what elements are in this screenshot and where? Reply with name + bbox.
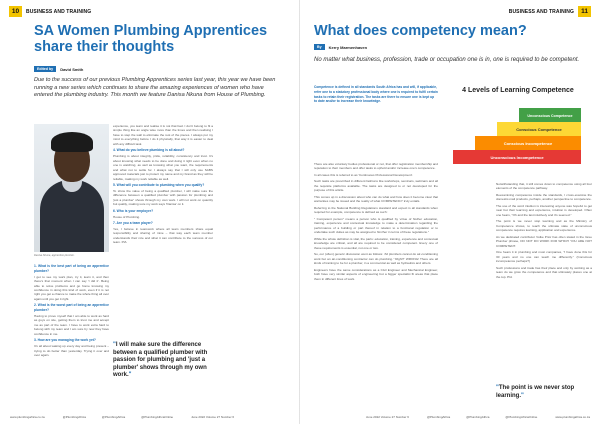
body-column-2: [113, 124, 213, 247]
body-paragraph: I get to see my work plan, try it, learn it, and then there's that moment when I can say 'I did it'. Being able to solve problems and go home knowing my confidence in doing this kind of work, even if it is not right you get a chance to make the whole thing all over again until you get it right.: [34, 274, 109, 301]
photo-caption: Danisa Nkuna, apprentice plumber.: [34, 254, 75, 257]
body-paragraph: Such professions and trade has their place and only by working as a team do we grow the competence and that ultimately places one at the top. PIA: [496, 265, 592, 279]
body-paragraph: Engineers have the same considerations as a Civil Engineer and Mechanical Engineer, both have very similar aspects of engineering but a bigger specialist fit areas that place them in different lines of work.: [314, 267, 438, 281]
body-paragraph: So, our (often) generic discussion went as follows: 'All plumbers cannot do air-conditioning work but an air-conditioning contractor can do plumbing.' 'Right?' WRONG! There are all kinds of training to be for a plumber, in a commercial as well as hydraulics and others.: [314, 252, 438, 266]
section-label: BUSINESS AND TRAINING: [508, 8, 574, 15]
body-column-1: [34, 262, 109, 360]
pull-quote-text: The point is we never stop learning.: [496, 385, 575, 399]
article-intro: Due to the success of our previous Plumbing Apprentices series last year, this year we have been running a new series which continues to share the amazing experiences of women who have entered the plumbing industry. This month we feature Danisa Nkuna from House of Plumbing.: [34, 77, 276, 99]
pull-quote: "The point is we never stop learning.": [496, 385, 575, 399]
byline: [314, 44, 367, 50]
body-paragraph: Having to prove myself that I am able to work as hard as guys on site, getting them to trust me and accept me as part of the team. I have to work extra hard to belong with my team and I am sure by now they have confidence in me.: [34, 313, 109, 336]
question-heading: 2. What is the worst part of being an apprentice plumber?: [34, 303, 109, 313]
body-column-2: [496, 182, 592, 281]
footer-site: www.plumbingafrica.co.za: [555, 415, 590, 419]
right-header: [505, 6, 591, 17]
byline-tag: By: [314, 44, 325, 50]
body-paragraph: In all cases this is referred to as 'Continuous Professional Development'.: [314, 172, 414, 177]
body-paragraph: There are also voluntary bodies professional or not, that offer registration membership and reputation to their members and offer tasks to uphold and/or increase one's competence.: [314, 162, 438, 171]
body-paragraph: This comes up in a discussion about who can do what and how does it become clear that warranties may be issued and the reality of what COMPETENCY truly entails.: [314, 194, 438, 204]
portrait-photo: [34, 124, 109, 252]
footer-social-2: @PlumbingAfrica: [101, 415, 126, 419]
footer-social-1: @PlumbingAfrica: [426, 415, 451, 419]
question-heading: 5. What will you contribute to plumbing when you qualify?: [113, 183, 205, 188]
body-paragraph: One hears it in plumbing and most companies, "I have done this for 30 years and no one can teach me differently." (Conscious incompetence perhaps?): [496, 250, 592, 264]
byline-tag: Edited by: [34, 66, 56, 72]
question-heading: 6. Who is your employer?: [113, 208, 154, 213]
author-name: Kerry Marmenhaven: [328, 44, 368, 50]
body-paragraph: " Competent person" means a person who is qualified by virtue of his/her education, training, experience and contextual knowledge to make a determination regarding the performance of a building or part thereof in relation to a functional regulation or to undertake such duties as may be assigned to him/her in terms of these regulations.": [314, 216, 438, 235]
level-label-4: Unconscious Incompetence: [490, 155, 544, 160]
body-paragraph: While the whole definition is vital, the parts: education, training, experience and contextual knowledge are critical, and all are required to be considered competent. Every one of these requirements is essential, not one or two.: [314, 236, 438, 250]
footer-social-1: @PlumbingAfrica: [62, 415, 86, 419]
body-paragraph: Plumbing is about integrity, pride, reliability, consistency and trust. It's about knowing what needs to be done and doing it right even when no one is watching, as well as knowing what you want, the requirements and what not to settle for. I always say that I will only use SABS approved materials just to protect my name and my brand as they will be reliable, making my work reliable as well.: [113, 154, 213, 181]
section-label: BUSINESS AND TRAINING: [26, 8, 92, 15]
article-intro: No matter what business, profession, trade or occupation one is in, one is required to be competent.: [314, 57, 580, 63]
staircase-graphic: [445, 94, 591, 174]
footer-social-3: @PlumbingAfricaOnline: [505, 415, 538, 419]
article-title: SA Women Plumbing Apprentices share their thoughts: [34, 23, 268, 55]
diagram-title: 4 Levels of Learning Competence: [462, 87, 574, 94]
right-footer: [366, 415, 590, 419]
question-heading: 7. Are you a team player?: [113, 221, 153, 226]
footer-issue: June 2022 Volume 27 Number 6: [365, 415, 409, 419]
body-paragraph: Referring to the National Building Regulations standard and expect is all standards when required for example, competence is defined as such:: [314, 205, 438, 215]
body-paragraph: It's all about waking up every day and being present – trying to do better than yesterday. Trying it over and over again.: [34, 344, 109, 358]
question-heading: 4. What do you believe plumbing is all about?: [113, 148, 185, 153]
footer-site: www.plumbingafrica.co.za: [10, 415, 45, 419]
level-label-3: Conscious Incompetence: [503, 141, 553, 146]
article-title: What does competency mean?: [314, 23, 527, 39]
page-number: 10: [9, 6, 22, 17]
left-header: [9, 6, 95, 17]
pull-quote: "I will make sure the difference between a qualified plumber with passion for plumbing and 'just a plumber' shows through my own work.": [113, 342, 208, 378]
body-paragraph: Notwithstanding that, it still comes down to competence using all four elements of the competence pathway.: [496, 182, 592, 191]
question-heading: 3. How are you managing the work yet?: [34, 338, 96, 343]
level-label-2: Conscious Competence: [516, 127, 562, 132]
body-paragraph: Yes, I believe in teamwork where all team members share equal responsibility and sharing of mine – that way each team member understands their role and what it can contribute to the success of our team. PIA: [113, 226, 213, 245]
body-paragraph: Such tasks are prescribed in different fashions like workshops, seminars, webinars and all the requisite platforms available. The tasks are designed to or not developed for the purpose of this article.: [314, 179, 438, 193]
highlight-callout: Competence is defined in all standards South Africa has and will, if applicable, refer one to a statutory professional body where one is required to fulfil certain tasks to retain their registration. The tasks are there to ensure one is kept up to date and/or to increase their knowledge.: [314, 85, 438, 104]
body-paragraph: The use of the word intuition is interesting anyone was hopeful to get near but their learning and experience, intuition is developed. Often one hears, "Oh and the last intuitively and it's seemed.": [496, 203, 592, 217]
body-paragraph: House of Plumbing.: [113, 214, 140, 219]
question-heading: 1. What is the best part of being an apprentice plumber?: [34, 264, 109, 273]
footer-social-3: @PlumbingAfricaOnline: [141, 415, 174, 419]
body-paragraph: Reexamining competence inside the standards, I cross-examine the domestic-mail products, perhaps, another perspective to competence.: [496, 192, 592, 202]
footer-issue: June 2022 Volume 27 Number 6: [191, 415, 235, 419]
byline: [34, 66, 83, 72]
competence-diagram: [445, 85, 591, 177]
footer-social-2: @PlumbingAfrica: [466, 415, 490, 419]
level-label-1: Unconscious Competence: [527, 114, 573, 118]
left-footer: [10, 415, 234, 419]
body-paragraph: As we dedicated contributor Volke Prior has often stated in the Gree Plumber phrase, DO NOT DO WORK FOR WHICH YOU ARE NOT COMPETENT.: [496, 234, 592, 248]
body-paragraph: experience, you learn and realise it is not that bad. I don't belong to fit a simple thing like an angle wise more than the times and then realising I have to step the wall to eliminate the rest of the pieces. I always put my mind to everything before I do it physically, that way it is easier to deal with any difficult task.: [113, 124, 213, 146]
author-name: David Smith: [60, 66, 84, 72]
page-number: 11: [578, 6, 591, 17]
right-page: [300, 0, 600, 424]
body-paragraph: The point is we never stop learning and as the Ministry of Competence shows, to reach the ultimate state of unconscious competence requires learning, application and experience.: [496, 219, 592, 233]
body-paragraph: To show the value of being a qualified plumber, I will make sure the difference between a qualified plumber with passion for plumbing and 'just a plumber' shows through my own work. I will not work on quantity but quality, making sure my work says 'Danisa' on it.: [113, 188, 213, 207]
pull-quote-text: I will make sure the difference between a qualified plumber with passion for plumbing and 'just a plumber' shows through my own work.: [113, 342, 208, 378]
body-column-1: [314, 162, 438, 283]
